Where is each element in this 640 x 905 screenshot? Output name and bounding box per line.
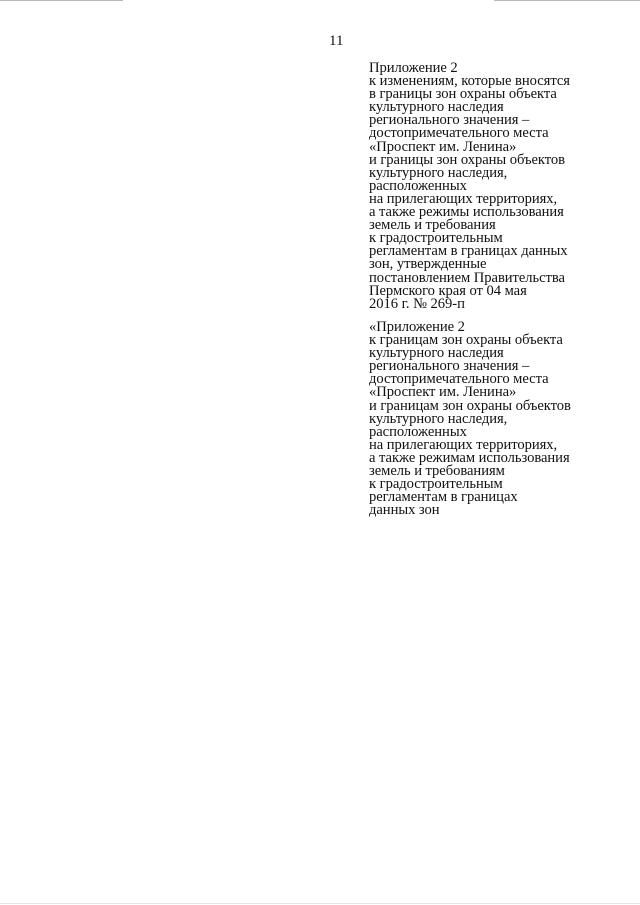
- text-line: к градостроительным: [369, 476, 503, 493]
- text-line: «Проспект им. Ленина»: [369, 138, 517, 155]
- text-line: достопримечательного места: [369, 125, 549, 142]
- text-line: земель и требования: [369, 217, 496, 234]
- appendix-header-amendments: [369, 62, 599, 311]
- text-line: и границам зон охраны объектов: [369, 397, 571, 414]
- scan-edge-line-right: [494, 0, 640, 1]
- text-line: 2016 г. № 269-п: [369, 295, 465, 312]
- text-line: к градостроительным: [369, 230, 503, 247]
- text-line: регламентам в границах: [369, 489, 518, 506]
- text-line: «Приложение 2: [369, 319, 465, 335]
- page-number: 11: [329, 33, 344, 49]
- text-line: на прилегающих территориях,: [369, 190, 558, 207]
- text-line: регионального значения –: [369, 358, 530, 375]
- text-line: Пермского края от 04 мая: [369, 282, 527, 299]
- text-line: регламентам в границах данных: [369, 243, 568, 260]
- text-line: расположенных: [369, 423, 467, 440]
- scan-edge-line-bottom: [0, 903, 640, 904]
- text-line: культурного наследия,: [369, 164, 508, 181]
- text-line: к границам зон охраны объекта: [369, 332, 563, 349]
- text-line: постановлением Правительства: [369, 269, 565, 286]
- text-line: и границы зон охраны объектов: [369, 151, 566, 168]
- text-line: культурного наследия: [369, 99, 504, 116]
- text-line: «Проспект им. Ленина»: [369, 384, 517, 401]
- text-line: к изменениям, которые вносятся: [369, 73, 570, 90]
- text-line: в границы зон охраны объекта: [369, 86, 557, 103]
- text-line: зон, утвержденные: [369, 256, 487, 273]
- text-line: а также режимам использования: [369, 449, 570, 466]
- text-line: расположенных: [369, 177, 467, 194]
- appendix-header-original: [369, 321, 599, 517]
- text-line: данных зон: [369, 502, 440, 519]
- text-line: Приложение 2: [369, 60, 458, 76]
- scan-edge-line-left: [0, 0, 123, 1]
- text-line: на прилегающих территориях,: [369, 436, 558, 453]
- text-line: достопримечательного места: [369, 371, 549, 388]
- text-line: культурного наследия,: [369, 410, 508, 427]
- text-line: культурного наследия: [369, 345, 504, 362]
- text-line: а также режимы использования: [369, 204, 564, 221]
- text-line: земель и требованиям: [369, 463, 505, 480]
- text-line: регионального значения –: [369, 112, 530, 129]
